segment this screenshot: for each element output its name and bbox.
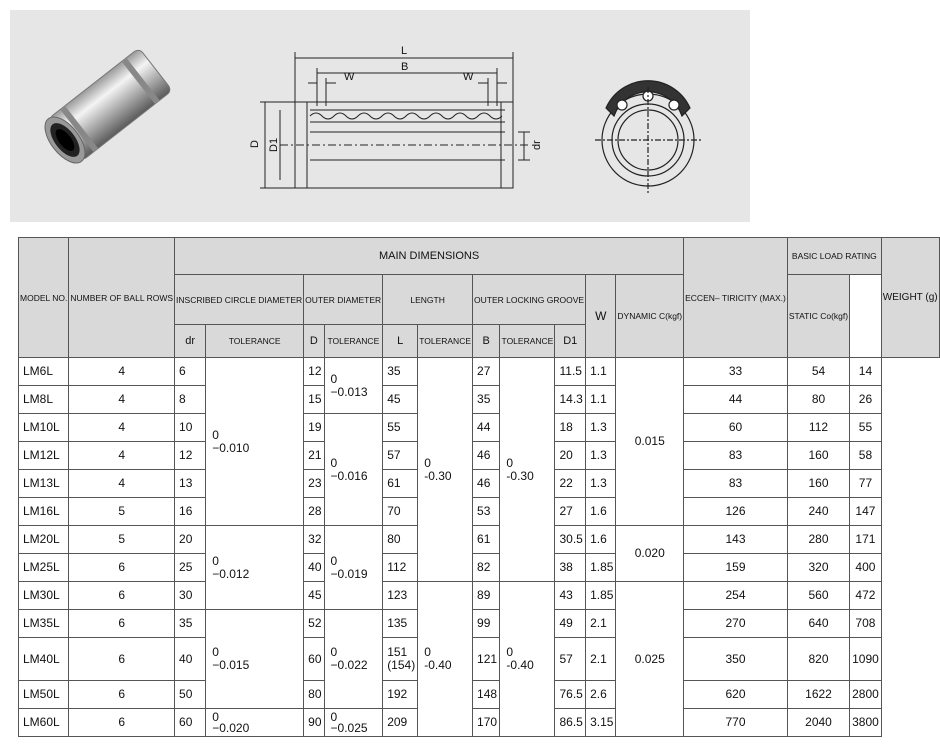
cell-B: 82 xyxy=(473,554,500,582)
cell-weight: 55 xyxy=(850,414,882,442)
cell-W: 1.1 xyxy=(586,358,616,386)
cell-weight: 472 xyxy=(850,582,882,610)
cell-static: 280 xyxy=(787,526,849,554)
cell-B-tol: 0 -0.40 xyxy=(500,582,555,737)
cell-W: 1.3 xyxy=(586,470,616,498)
cell-dynamic: 83 xyxy=(684,442,788,470)
cell-balls: 6 xyxy=(69,709,175,737)
cell-B: 170 xyxy=(473,709,500,737)
cell-dr: 6 xyxy=(175,358,206,386)
table-row xyxy=(19,638,940,681)
cell-weight: 400 xyxy=(850,554,882,582)
cell-weight: 1090 xyxy=(850,638,882,681)
cell-D1: 18 xyxy=(555,414,586,442)
cell-L: 209 xyxy=(383,709,418,737)
cell-D: 28 xyxy=(304,498,324,526)
table-row xyxy=(19,498,940,526)
cell-dr: 40 xyxy=(175,638,206,681)
cell-L: 57 xyxy=(383,442,418,470)
dim-label-D: D xyxy=(249,140,261,148)
cell-static: 240 xyxy=(787,498,849,526)
cell-D1: 38 xyxy=(555,554,586,582)
cell-B: 148 xyxy=(473,681,500,709)
cell-weight: 147 xyxy=(850,498,882,526)
cell-D: 90 xyxy=(304,709,324,737)
cell-model: LM50L xyxy=(19,681,69,709)
cell-weight: 14 xyxy=(850,358,882,386)
header-L-tol: TOLERANCE xyxy=(418,325,473,358)
cell-D: 32 xyxy=(304,526,324,554)
cell-balls: 4 xyxy=(69,442,175,470)
cell-W: 2.1 xyxy=(586,638,616,681)
cell-W: 1.85 xyxy=(586,554,616,582)
bearing-spec-table xyxy=(18,237,940,737)
cell-D: 40 xyxy=(304,554,324,582)
cell-model: LM8L xyxy=(19,386,69,414)
header-static: STATIC Co(kgf) xyxy=(787,275,849,358)
cell-balls: 6 xyxy=(69,681,175,709)
dim-label-D1: D1 xyxy=(268,137,280,152)
header-B-tol: TOLERANCE xyxy=(500,325,555,358)
cell-B: 46 xyxy=(473,470,500,498)
cell-dynamic: 44 xyxy=(684,386,788,414)
cell-weight: 2800 xyxy=(850,681,882,709)
cell-W: 1.3 xyxy=(586,414,616,442)
cell-D1: 14.3 xyxy=(555,386,586,414)
cell-dynamic: 270 xyxy=(684,610,788,638)
cell-D1: 27 xyxy=(555,498,586,526)
end-view-drawing xyxy=(595,81,701,193)
cell-dr: 60 xyxy=(175,709,206,737)
cell-D-tol: 0 −0.013 xyxy=(324,358,383,414)
cell-W: 1.6 xyxy=(586,526,616,554)
table-row xyxy=(19,386,940,414)
cell-dr: 8 xyxy=(175,386,206,414)
table-row xyxy=(19,526,940,554)
cell-D1: 86.5 xyxy=(555,709,586,737)
table-row xyxy=(19,470,940,498)
cell-model: LM30L xyxy=(19,582,69,610)
cell-B: 35 xyxy=(473,386,500,414)
table-row xyxy=(19,610,940,638)
cell-D: 12 xyxy=(304,358,324,386)
cell-balls: 4 xyxy=(69,414,175,442)
bearing-drawings xyxy=(10,10,750,222)
header-model: MODEL NO. xyxy=(19,238,69,358)
cell-L: 35 xyxy=(383,358,418,386)
cell-B: 89 xyxy=(473,582,500,610)
cell-balls: 4 xyxy=(69,386,175,414)
cell-L-tol: 0 -0.40 xyxy=(418,582,473,737)
cell-dr-tol: 0 −0.020 xyxy=(206,709,304,737)
cell-eccentricity: 0.015 xyxy=(616,358,684,526)
cell-weight: 58 xyxy=(850,442,882,470)
header-D1: D1 xyxy=(555,325,586,358)
header-inscribed: INSCRIBED CIRCLE DIAMETER xyxy=(175,275,304,325)
cell-L: 135 xyxy=(383,610,418,638)
cell-static: 112 xyxy=(787,414,849,442)
cell-static: 2040 xyxy=(787,709,849,737)
cell-weight: 708 xyxy=(850,610,882,638)
table-row xyxy=(19,442,940,470)
cell-dr: 50 xyxy=(175,681,206,709)
cell-static: 160 xyxy=(787,470,849,498)
header-main-dimensions: MAIN DIMENSIONS xyxy=(175,238,684,275)
cell-model: LM60L xyxy=(19,709,69,737)
cell-static: 820 xyxy=(787,638,849,681)
table-row xyxy=(19,582,940,610)
dim-label-L: L xyxy=(401,45,408,57)
cell-dynamic: 126 xyxy=(684,498,788,526)
cell-D1: 43 xyxy=(555,582,586,610)
cell-dynamic: 143 xyxy=(684,526,788,554)
cell-dr: 30 xyxy=(175,582,206,610)
cell-D: 21 xyxy=(304,442,324,470)
cell-dr: 12 xyxy=(175,442,206,470)
cell-L: 192 xyxy=(383,681,418,709)
cell-B-tol: 0 -0.30 xyxy=(500,358,555,582)
cell-dynamic: 350 xyxy=(684,638,788,681)
cell-D: 80 xyxy=(304,681,324,709)
cell-D: 45 xyxy=(304,582,324,610)
cell-static: 320 xyxy=(787,554,849,582)
cell-dr: 25 xyxy=(175,554,206,582)
cell-dr-tol: 0 −0.010 xyxy=(206,358,304,526)
cell-model: LM10L xyxy=(19,414,69,442)
cell-D1: 30.5 xyxy=(555,526,586,554)
cell-L: 61 xyxy=(383,470,418,498)
cell-W: 1.85 xyxy=(586,582,616,610)
cell-L-tol: 0 -0.30 xyxy=(418,358,473,582)
dim-label-dr: dr xyxy=(531,140,543,150)
cell-D: 23 xyxy=(304,470,324,498)
header-D-tol: TOLERANCE xyxy=(324,325,383,358)
cell-B: 99 xyxy=(473,610,500,638)
cell-dynamic: 33 xyxy=(684,358,788,386)
bearing-photo xyxy=(37,48,172,170)
header-outer: OUTER DIAMETER xyxy=(304,275,383,325)
cell-L: 151 (154) xyxy=(383,638,418,681)
header-L: L xyxy=(383,325,418,358)
cell-D: 15 xyxy=(304,386,324,414)
cell-balls: 5 xyxy=(69,498,175,526)
header-dr: dr xyxy=(175,325,206,358)
cell-balls: 4 xyxy=(69,470,175,498)
cell-D-tol: 0 −0.022 xyxy=(324,610,383,709)
cell-D: 60 xyxy=(304,638,324,681)
table-row xyxy=(19,414,940,442)
cell-W: 1.1 xyxy=(586,386,616,414)
header-eccentricity: ECCEN– TIRICITY (MAX.) xyxy=(684,238,788,358)
cell-B: 27 xyxy=(473,358,500,386)
cell-B: 44 xyxy=(473,414,500,442)
header-B: B xyxy=(473,325,500,358)
cell-balls: 6 xyxy=(69,554,175,582)
cell-W: 1.3 xyxy=(586,442,616,470)
cell-L: 123 xyxy=(383,582,418,610)
table-row xyxy=(19,681,940,709)
cell-model: LM25L xyxy=(19,554,69,582)
cell-static: 160 xyxy=(787,442,849,470)
cell-dynamic: 159 xyxy=(684,554,788,582)
cell-D1: 22 xyxy=(555,470,586,498)
technical-drawings-panel xyxy=(10,10,750,222)
cell-D1: 11.5 xyxy=(555,358,586,386)
table-row xyxy=(19,554,940,582)
cell-dr: 35 xyxy=(175,610,206,638)
cell-L: 45 xyxy=(383,386,418,414)
cell-dynamic: 254 xyxy=(684,582,788,610)
cell-balls: 4 xyxy=(69,358,175,386)
cell-D1: 76.5 xyxy=(555,681,586,709)
cell-W: 2.6 xyxy=(586,681,616,709)
cell-dynamic: 83 xyxy=(684,470,788,498)
cell-W: 2.1 xyxy=(586,610,616,638)
cell-weight: 77 xyxy=(850,470,882,498)
cell-B: 121 xyxy=(473,638,500,681)
cell-D1: 49 xyxy=(555,610,586,638)
header-dynamic: DYNAMIC C(kgf) xyxy=(616,275,684,358)
cell-static: 80 xyxy=(787,386,849,414)
cell-B: 46 xyxy=(473,442,500,470)
header-length: LENGTH xyxy=(383,275,473,325)
cell-W: 1.6 xyxy=(586,498,616,526)
cell-dr: 13 xyxy=(175,470,206,498)
cell-static: 54 xyxy=(787,358,849,386)
cell-model: LM20L xyxy=(19,526,69,554)
cell-weight: 171 xyxy=(850,526,882,554)
cell-weight: 3800 xyxy=(850,709,882,737)
cell-model: LM35L xyxy=(19,610,69,638)
header-groove: OUTER LOCKING GROOVE xyxy=(473,275,586,325)
cell-balls: 6 xyxy=(69,610,175,638)
header-ball-rows: NUMBER OF BALL ROWS xyxy=(69,238,175,358)
cell-dynamic: 620 xyxy=(684,681,788,709)
cell-dr-tol: 0 −0.015 xyxy=(206,610,304,709)
cell-L: 55 xyxy=(383,414,418,442)
cell-L: 80 xyxy=(383,526,418,554)
cell-balls: 5 xyxy=(69,526,175,554)
cell-eccentricity: 0.025 xyxy=(616,582,684,737)
cell-model: LM12L xyxy=(19,442,69,470)
cell-dr-tol: 0 −0.012 xyxy=(206,526,304,610)
cell-static: 560 xyxy=(787,582,849,610)
cell-D-tol: 0 −0.016 xyxy=(324,414,383,526)
cell-D1: 20 xyxy=(555,442,586,470)
cell-static: 640 xyxy=(787,610,849,638)
header-w: W xyxy=(586,275,616,358)
cell-W: 3.15 xyxy=(586,709,616,737)
cell-model: LM6L xyxy=(19,358,69,386)
table-row xyxy=(19,709,940,737)
header-D: D xyxy=(304,325,324,358)
cell-B: 53 xyxy=(473,498,500,526)
cell-static: 1622 xyxy=(787,681,849,709)
cell-D1: 57 xyxy=(555,638,586,681)
cell-dr: 20 xyxy=(175,526,206,554)
dim-label-W-right: W xyxy=(463,71,474,83)
cell-dynamic: 60 xyxy=(684,414,788,442)
cell-model: LM13L xyxy=(19,470,69,498)
cell-weight: 26 xyxy=(850,386,882,414)
cell-D: 19 xyxy=(304,414,324,442)
cell-dynamic: 770 xyxy=(684,709,788,737)
dim-label-B: B xyxy=(401,61,409,73)
cell-L: 112 xyxy=(383,554,418,582)
cell-balls: 6 xyxy=(69,638,175,681)
cell-balls: 6 xyxy=(69,582,175,610)
cell-D-tol: 0 −0.025 xyxy=(324,709,383,737)
header-dr-tol: TOLERANCE xyxy=(206,325,304,358)
cell-dr: 16 xyxy=(175,498,206,526)
dim-label-W-left: W xyxy=(344,71,355,83)
cell-dr: 10 xyxy=(175,414,206,442)
cell-model: LM40L xyxy=(19,638,69,681)
cell-L: 70 xyxy=(383,498,418,526)
cell-D: 52 xyxy=(304,610,324,638)
cell-model: LM16L xyxy=(19,498,69,526)
header-weight: WEIGHT (g) xyxy=(881,238,939,358)
cell-eccentricity: 0.020 xyxy=(616,526,684,582)
header-basic-load: BASIC LOAD RATING xyxy=(787,238,881,275)
section-drawing xyxy=(260,52,530,188)
cell-D-tol: 0 −0.019 xyxy=(324,526,383,610)
cell-B: 61 xyxy=(473,526,500,554)
table-row xyxy=(19,358,940,386)
